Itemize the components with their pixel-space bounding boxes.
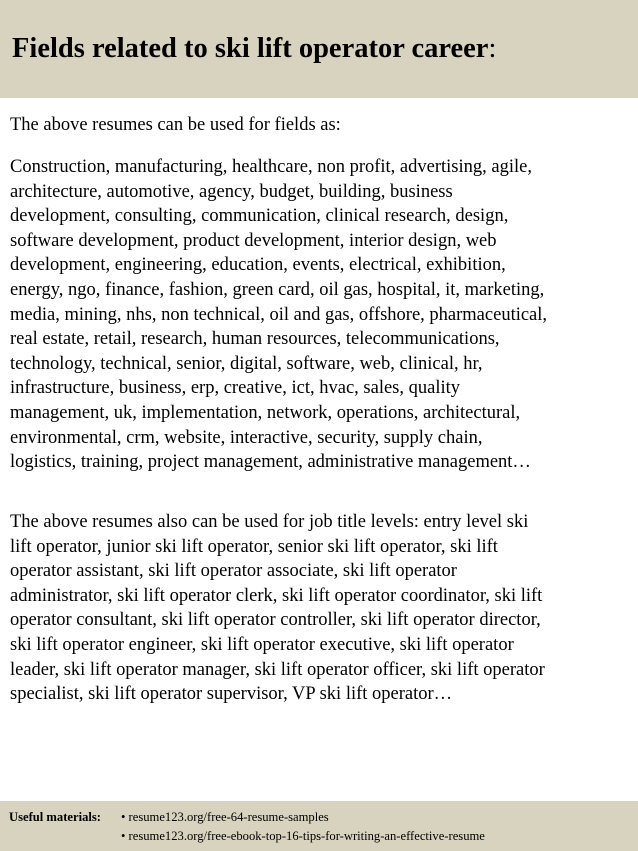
job-levels-line: administrator, ski lift operator clerk, ski lift operator coordinator, ski lift: [10, 585, 543, 606]
fields-line: infrastructure, business, erp, creative, ict, hvac, sales, quality: [10, 378, 461, 399]
job-levels-line: leader, ski lift operator manager, ski lift operator officer, ski lift operator: [10, 659, 545, 680]
job-levels-line: specialist, ski lift operator supervisor, VP ski lift operator…: [10, 684, 453, 705]
job-levels-line: lift operator, junior ski lift operator, senior ski lift operator, ski lift: [10, 536, 498, 557]
job-levels-line: operator consultant, ski lift operator controller, ski lift operator director,: [10, 610, 541, 631]
fields-line: technology, technical, senior, digital, software, web, clinical, hr,: [10, 353, 483, 374]
footer-link-ebook-tips[interactable]: • resume123.org/free-ebook-top-16-tips-for-writing-an-effective-resume: [121, 829, 485, 843]
footer-label: Useful materials:: [9, 810, 101, 824]
job-levels-paragraph: [10, 510, 545, 707]
fields-line: logistics, training, project management, administrative management…: [10, 452, 531, 473]
job-levels-line: The above resumes also can be used for job title levels: entry level ski: [10, 512, 529, 532]
fields-paragraph: [10, 155, 547, 475]
page-title: [12, 32, 496, 66]
fields-line: architecture, automotive, agency, budget, building, business: [10, 181, 453, 202]
page-title-text: Fields related to ski lift operator career: [12, 33, 489, 64]
fields-line: media, mining, nhs, non technical, oil and gas, offshore, pharmaceutical,: [10, 304, 548, 325]
fields-line: Construction, manufacturing, healthcare, non profit, advertising, agile,: [10, 157, 532, 177]
footer-link-resume-samples[interactable]: • resume123.org/free-64-resume-samples: [121, 810, 329, 824]
fields-line: environmental, crm, website, interactive, security, supply chain,: [10, 427, 483, 448]
page-title-colon: :: [488, 33, 497, 64]
fields-line: management, uk, implementation, network, operations, architectural,: [10, 402, 521, 423]
fields-line: development, engineering, education, events, electrical, exhibition,: [10, 255, 506, 276]
fields-line: development, consulting, communication, clinical research, design,: [10, 206, 509, 227]
fields-line: energy, ngo, finance, fashion, green card, oil gas, hospital, it, marketing,: [10, 279, 545, 300]
intro-text: The above resumes can be used for fields as:: [10, 115, 341, 135]
fields-line: real estate, retail, research, human resources, telecommunications,: [10, 329, 500, 350]
job-levels-line: ski lift operator engineer, ski lift operator executive, ski lift operator: [10, 634, 514, 655]
job-levels-line: operator assistant, ski lift operator associate, ski lift operator: [10, 561, 457, 582]
fields-line: software development, product development, interior design, web: [10, 230, 497, 251]
